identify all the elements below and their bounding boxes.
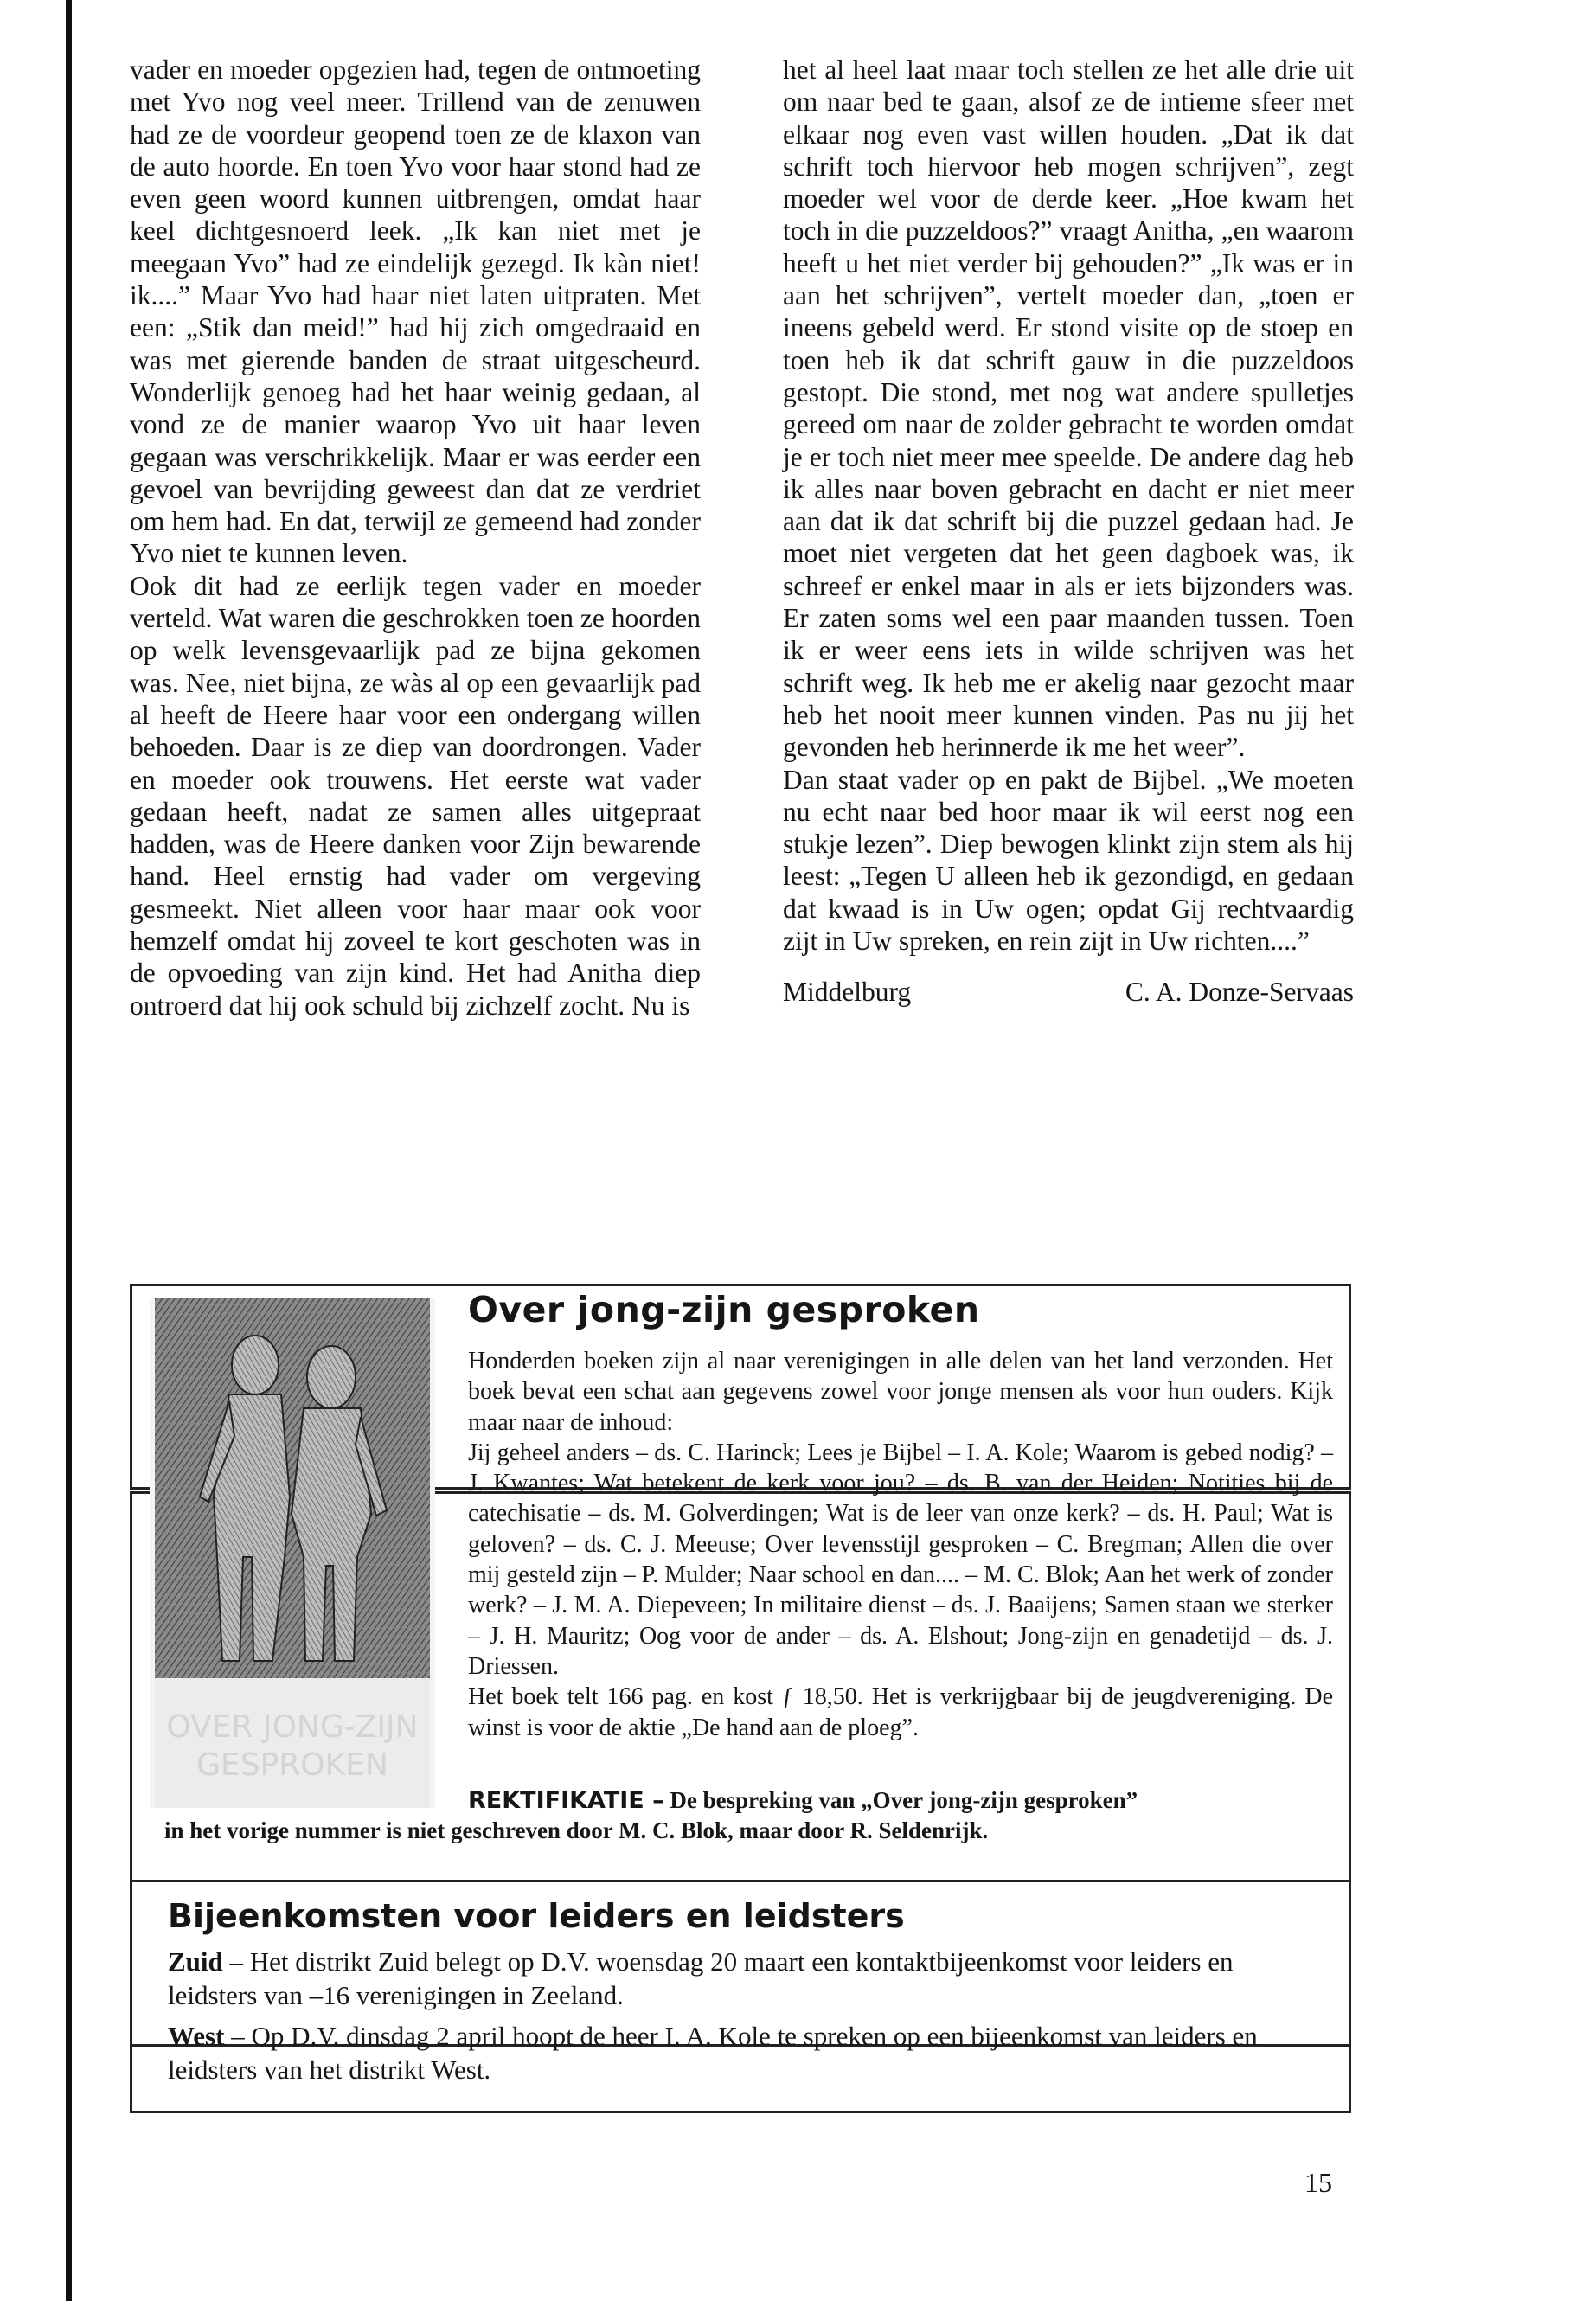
article-author: C. A. Donze-Servaas <box>1125 977 1354 1008</box>
book-ad-title: Over jong-zijn gesproken <box>468 1289 980 1330</box>
meeting-text: – Het distrikt Zuid belegt op D.V. woensdag 20 maart een kontaktbijeenkomst voor leiders en leidsters van –16 verenigingen in Zeeland. <box>168 1946 1234 2010</box>
cover-caption-line: GESPROKEN <box>196 1747 388 1783</box>
meetings-section <box>168 1896 1327 2093</box>
meeting-item <box>168 2019 1327 2086</box>
article-left-column <box>130 54 701 1022</box>
correction-notice <box>164 1785 1324 1846</box>
correction-label: REKTIFIKATIE – <box>468 1787 664 1814</box>
book-ad-closing: Het boek telt 166 pag. en kost ƒ 18,50. Het is verkrijgbaar bij de jeugdvereniging. De winst is voor de aktie „De hand aan de ploeg”. <box>468 1683 1333 1741</box>
book-ad-intro: Honderden boeken zijn al naar verenigingen in alle delen van het land verzonden. Het boek bevat een schat aan gegevens zowel voor jonge mensen als voor hun ouders. Kijk maar naar de inhoud: <box>468 1348 1333 1436</box>
cover-caption-line: OVER JONG-ZIJN <box>166 1709 419 1745</box>
article-paragraph: vader en moeder opgezien had, tegen de ontmoeting met Yvo nog veel meer. Trillend van de zenuwen had ze de voordeur geopend toen ze de klaxon van de auto hoorde. En toen Yvo voor haar stond had ze even geen woord kunnen uitbrengen, omdat haar keel dichtgesnoerd leek. „Ik kan niet met je meegaan Yvo” had ze eindelijk gezegd. Ik kàn niet! ik....” Maar Yvo had haar niet laten uitpraten. Met een: „Stik dan meid!” had hij zich omgedraaid en was met gierende banden de straat uitgescheurd. Wonderlijk genoeg had het haar weinig gedaan, al vond ze de manier waarop Yvo uit haar leven gegaan was verschrikkelijk. Maar er was eerder een gevoel van bevrijding geweest dan dat ze verdriet om hem had. En dat, terwijl ze gemeend had zonder Yvo niet te kunnen leven. <box>130 54 701 569</box>
meetings-title: Bijeenkomsten voor leiders en leidsters <box>168 1897 905 1935</box>
meeting-text: – Op D.V. dinsdag 2 april hoopt de heer I. A. Kole te spreken op een bijeenkomst van leiders en leidsters van het distrikt West. <box>168 2021 1258 2085</box>
article-place: Middelburg <box>783 977 912 1008</box>
meeting-region: West <box>168 2021 225 2051</box>
page-number: 15 <box>1304 2167 1332 2198</box>
binding-margin-rule <box>66 0 72 2301</box>
article-paragraph: Ook dit had ze eerlijk tegen vader en moeder verteld. Wat waren die geschrokken toen ze hoorden op welk levensgevaarlijk pad ze bijna gekomen was. Nee, niet bijna, ze wàs al op een gevaarlijk pad al heeft de Heere haar voor een ondergang willen behoeden. Daar is ze diep van doordrongen. Vader en moeder ook trouwens. Het eerste wat vader gedaan heeft, nadat ze samen alles uitgepraat hadden, was de Heere danken voor Zijn bewarende hand. Heel ernstig had vader om vergeving gesmeekt. Niet alleen voor haar maar ook voor hemzelf omdat hij zoveel te kort geschoten was in de opvoeding van zijn kind. Het had Anitha diep ontroerd dat hij ook schuld bij zichzelf zocht. Nu is <box>130 570 701 1021</box>
book-cover-illustration <box>150 1298 435 1808</box>
article-signoff <box>783 976 1354 1008</box>
article-right-column <box>783 54 1354 1009</box>
book-ad-contents: Jij geheel anders – ds. C. Harinck; Lees je Bijbel – I. A. Kole; Waarom is gebed nodig? – J. Kwantes; Wat betekent de kerk voor jou? – ds. B. van der Heiden; Notities bij de catechisatie – ds. M. Golverdingen; Wat is de leer van onze kerk? – ds. H. Paul; Wat is geloven? – ds. C. J. Meeuse; Over levensstijl gesproken – C. Bregman; Allen die over mij gesteld zijn – P. Mulder; Naar school en dan.... – M. C. Blok; Aan het werk of zonder werk? – J. M. A. Diepeveen; In militaire dienst – ds. J. Baaijens; Samen staan we sterker – J. H. Mauritz; Oog voor de ander – ds. A. Elshout; Jong-zijn en genadetijd – ds. J. Driessen. <box>468 1439 1333 1680</box>
meeting-item <box>168 1945 1327 2012</box>
article-paragraph: het al heel laat maar toch stellen ze het alle drie uit om naar bed te gaan, alsof ze de intieme sfeer met elkaar nog even vast willen houden. „Dat ik dat schrift toch hiervoor heb mogen schrijven”, zegt moeder wel voor de derde keer. „Hoe kwam het toch in die puzzeldoos?” vraagt Anitha, „en waarom heeft u het niet verder bij gehouden?” „Ik was er in aan het schrijven”, vertelt moeder dan, „toen er ineens gebeld werd. Er stond visite op de stoep en toen heb ik dat schrift gauw in die puzzeldoos gestopt. Die stond, met nog wat andere spulletjes gereed om naar de zolder gebracht te worden omdat je er toch niet meer mee speelde. De andere dag heb ik alles naar boven gebracht en dacht er niet meer aan dat ik dat schrift bij die puzzel gedaan had. Je moet niet vergeten dat het geen dagboek was, ik schreef er enkel maar in als er iets bijzonders was. Er zaten soms wel een paar maanden tussen. Toen ik er weer eens iets in wilde schrijven was het schrift weg. Ik heb me er akelig naar gezocht maar heb het nooit meer kunnen vinden. Pas nu jij het gevonden heb herinnerde ik me het weer”. <box>783 54 1354 763</box>
book-ad-body <box>468 1346 1333 1743</box>
correction-text: De bespreking van „Over jong-zijn gesproken” <box>670 1787 1138 1813</box>
article-paragraph: Dan staat vader op en pakt de Bijbel. „We moeten nu echt naar bed hoor maar ik wil eerst nog een stukje lezen”. Diep bewogen klinkt zijn stem als hij leest: „Tegen U alleen heb ik gezondigd, en gedaan dat kwaad is in Uw ogen; opdat Gij rechtvaardig zijt in Uw spreken, en rein zijt in Uw richten....” <box>783 764 1354 957</box>
correction-text: in het vorige nummer is niet geschreven door M. C. Blok, maar door R. Seldenrijk. <box>164 1817 989 1843</box>
meeting-region: Zuid <box>168 1946 223 1977</box>
